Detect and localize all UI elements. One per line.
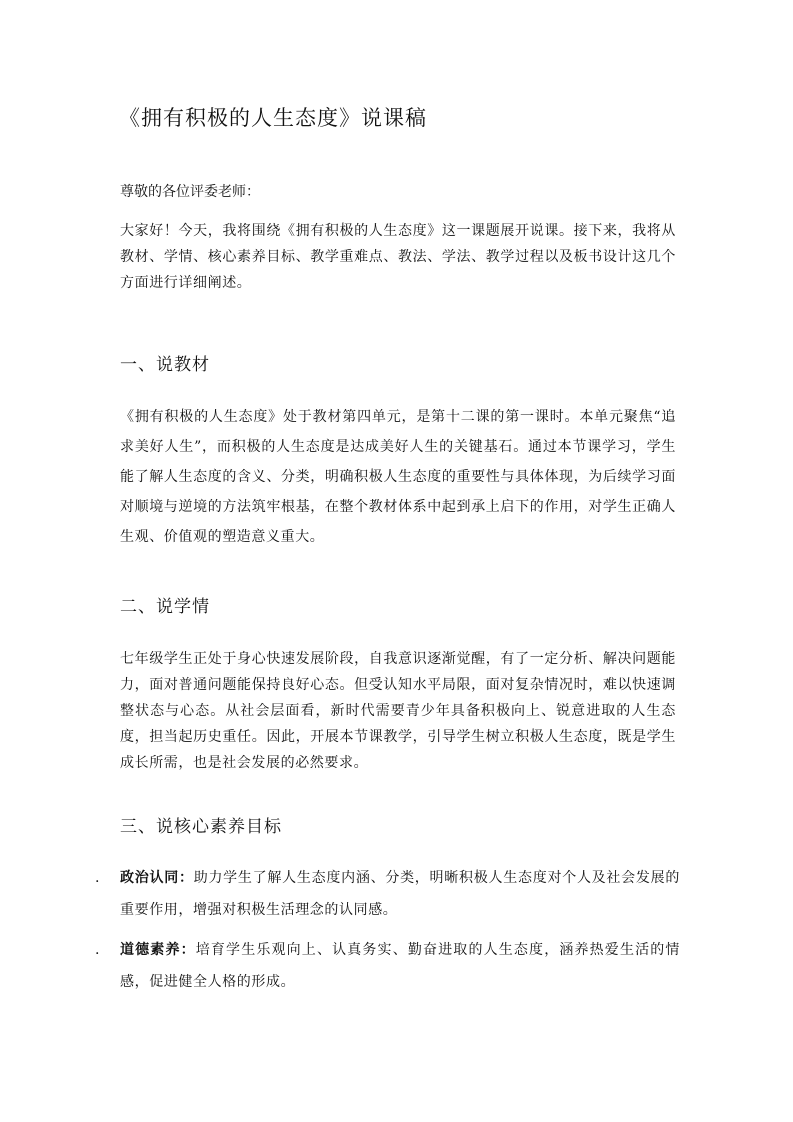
- intro-paragraph: 大家好！今天，我将围绕《拥有积极的人生态度》这一课题展开说课。接下来，我将从教材、学情、核心素养目标、教学重难点、教法、学法、教学过程以及板书设计这几个方面进行详细阐述。: [120, 223, 676, 291]
- goal-list: [90, 862, 680, 1006]
- goal-label: 政治认同：: [120, 870, 194, 886]
- list-item: [90, 934, 680, 998]
- goal-text: 培育学生乐观向上、认真务实、勤奋进取的人生态度，涵养热爱生活的情感，促进健全人格的形成。: [120, 942, 680, 990]
- section-heading-jiaocai: 一、说教材: [120, 355, 210, 375]
- goal-text: 助力学生了解人生态度内涵、分类，明晰积极人生态度对个人及社会发展的重要作用，增强对积极生活理念的认同感。: [120, 870, 680, 918]
- section-body-xueqing: 七年级学生正处于身心快速发展阶段，自我意识逐渐觉醒，有了一定分析、解决问题能力，面对普通问题能保持良好心态。但受认知水平局限，面对复杂情况时，难以快速调整状态与心态。从社会层面看，新时代需要青少年具备积极向上、锐意进取的人生态度，担当起历史重任。因此，开展本节课教学，引导学生树立积极人生态度，既是学生成长所需，也是社会发展的必然要求。: [120, 651, 676, 771]
- list-bullet: .: [95, 870, 101, 886]
- goal-label: 道德素养：: [120, 942, 196, 958]
- salutation: 尊敬的各位评委老师：: [120, 184, 260, 200]
- list-item: [90, 862, 680, 926]
- section-heading-goals: 三、说核心素养目标: [120, 817, 282, 837]
- section-heading-xueqing: 二、说学情: [120, 597, 210, 617]
- list-bullet: .: [95, 942, 101, 958]
- document-title: 《拥有积极的人生态度》说课稿: [119, 106, 427, 130]
- section-body-jiaocai: 《拥有积极的人生态度》处于教材第四单元，是第十二课的第一课时。本单元聚焦“追求美好人生”，而积极的人生态度是达成美好人生的关键基石。通过本节课学习，学生能了解人生态度的含义、分类，明确积极人生态度的重要性与具体体现，为后续学习面对顺境与逆境的方法筑牢根基，在整个教材体系中起到承上启下的作用，对学生正确人生观、价值观的塑造意义重大。: [120, 409, 676, 545]
